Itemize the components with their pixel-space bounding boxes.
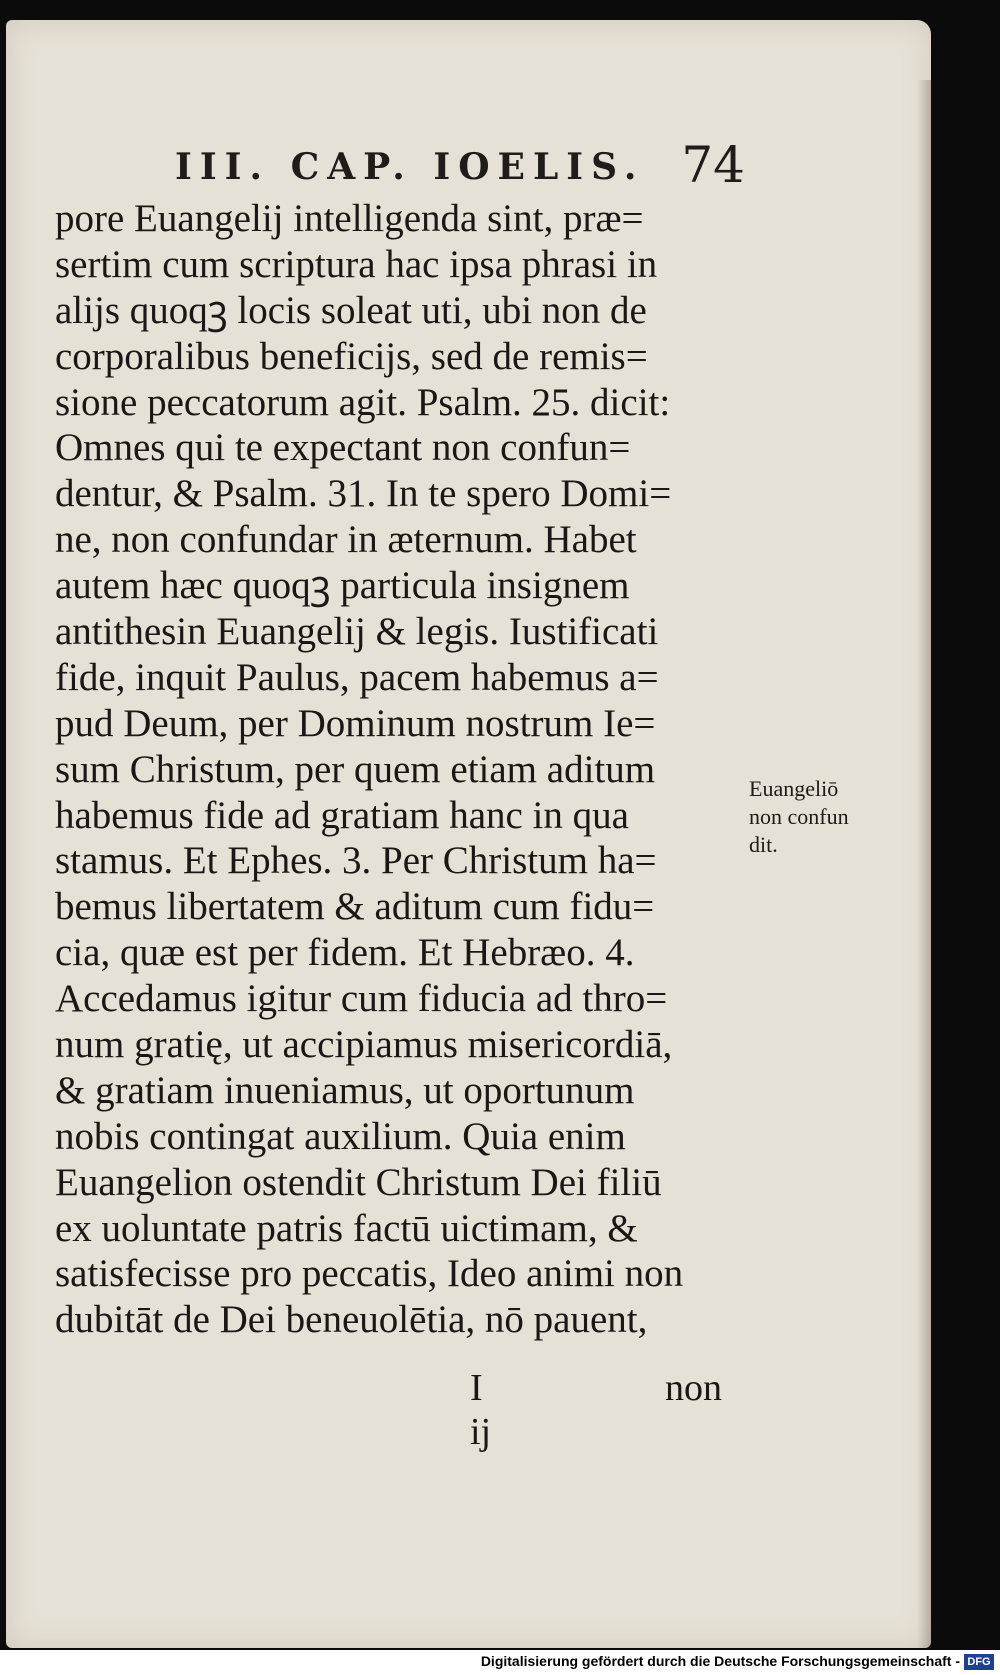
text-line: & gratiam inueniamus, ut oportunum: [55, 1068, 635, 1112]
running-head-title: III. CAP. IOELIS.: [175, 146, 645, 188]
text-line: pore Euangelij intelligenda sint, præ=: [55, 197, 644, 240]
text-line: antithesin Euangelij & legis. Iustificati: [55, 610, 659, 654]
body-text: [55, 196, 740, 1343]
signature-mark: I ij: [470, 1367, 492, 1453]
text-line: sione peccatorum agit. Psalm. 25. dicit:: [55, 380, 671, 424]
text-line: bemus libertatem & aditum cum fidu=: [55, 885, 655, 929]
text-line: ex uoluntate patris factū uictimam, &: [55, 1206, 638, 1250]
text-line: sum Christum, per quem etiam aditum: [55, 747, 656, 791]
text-line: Accedamus igitur cum fiducia ad thro=: [55, 977, 668, 1021]
text-line: Omnes qui te expectant non confun=: [55, 426, 631, 470]
catchword: non: [665, 1367, 722, 1409]
text-line: ne, non confundar in æternum. Habet: [55, 518, 637, 562]
text-line: satisfecisse pro peccatis, Ideo animi non: [55, 1252, 684, 1296]
text-line: dubitāt de Dei beneuolētia, nō pauent,: [55, 1298, 648, 1342]
margin-note-line: non confun: [749, 804, 849, 829]
credit-bar: [0, 1650, 1000, 1675]
margin-note: [749, 775, 899, 859]
margin-note-line: Euangeliō: [749, 776, 839, 801]
text-line: habemus fide ad gratiam hanc in qua: [55, 793, 629, 837]
text-line: alijs quoqꝫ locis soleat uti, ubi non de: [55, 288, 647, 332]
text-line: Euangelion ostendit Christum Dei filiū: [55, 1160, 662, 1204]
text-line: dentur, & Psalm. 31. In te spero Domi=: [55, 472, 672, 516]
text-line: nobis contingat auxilium. Quia enim: [55, 1114, 626, 1158]
dfg-logo: DFG: [964, 1654, 994, 1670]
credit-text: Digitalisierung gefördert durch die Deutsche Forschungsgemeinschaft -: [480, 1653, 960, 1669]
text-line: corporalibus beneficijs, sed de remis=: [55, 334, 648, 378]
text-line: pud Deum, per Dominum nostrum Ie=: [55, 701, 656, 745]
text-line: cia, quæ est per fidem. Et Hebræo. 4.: [55, 931, 635, 975]
text-line: autem hæc quoqꝫ particula insignem: [55, 564, 630, 608]
text-line: fide, inquit Paulus, pacem habemus a=: [55, 655, 659, 699]
text-line: sertim cum scriptura hac ipsa phrasi in: [55, 242, 658, 286]
margin-note-line: dit.: [749, 832, 778, 857]
running-head: [175, 136, 745, 196]
text-line: num gratię, ut accipiamus misericordiā,: [55, 1023, 673, 1067]
text-line: stamus. Et Ephes. 3. Per Christum ha=: [55, 839, 657, 883]
page-number: 74: [681, 136, 745, 194]
